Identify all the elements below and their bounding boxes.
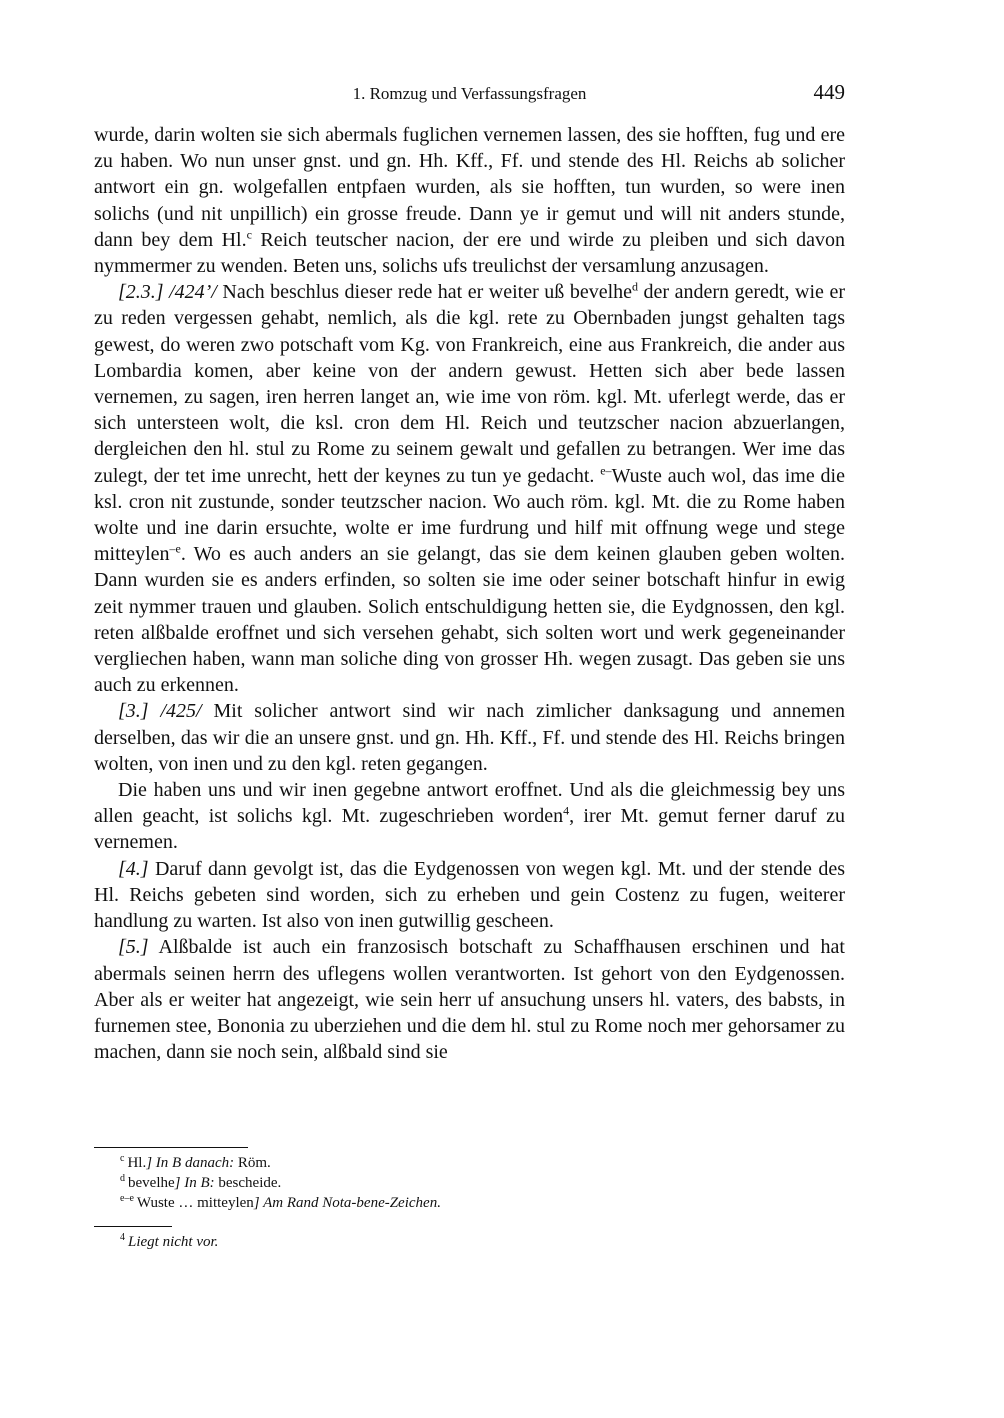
footnote-mark-e-start: e– [600,462,612,477]
footnote-rule [94,1226,172,1227]
textual-note: $^d$ bevelhe] In B: bescheide. [120,1173,282,1191]
paragraph-1: wurde, darin wolten sie sich abermals fuglichen vernemen lassen, des sie hofften, fug und ere zu haben. Wo nun unser gnst. und gn. Hh. Kff., Ff. und stende des Hl. Reichs ab solicher antwort ein gn. wolgefallen entpfaen wurden, als sie hofften, tun wurden, so were inen solichs (und nit unpillich) ein grosse freude. Dann ye ir gemut und will nit anders stunde, dann bey dem Hl.$^c$ Reich teutscher nacion, der ere und wirde zu pleiben und sich davon nymmermer zu wenden. Beten uns, solichs ufs treulichst der versamlung anzusagen. [94,124,845,278]
textual-note: $^{e-e}$ Wuste … mitteylen] Am Rand Nota-bene-Zeichen. [120,1193,441,1211]
paragraph-4: [4.] Daruf dann gevolgt ist, das die Eydgenossen von wegen kgl. Mt. und der stende des Hl. Reichs gebeten sind worden, sich zu erheben und gein Costenz zu fugen, weiterer handlung zu warten. Ist also von inen gutwillig gescheen. [94,857,845,933]
textual-note: $^c$ Hl.] In B danach: Röm. [120,1153,271,1171]
footnote-mark-d: d [632,279,639,294]
footnote-mark-4: 4 [563,803,570,818]
footnote-mark-e-end: –e [169,541,181,556]
paragraph-5: [5.] Alßbalde ist auch ein franzosisch botschaft zu Schaffhausen erschinen und hat abermals seinen herrn des uflegens wollen verantworten. Ist gehort von den Eydgenossen. Aber als er weiter hat angezeigt, wie sein herr uf ansuchung unsers hl. vaters, des babsts, in furnemen stee, Bononia zu uberziehen und die dem hl. stul zu Rome noch mer gehorsamer zu machen, dann sie noch sein, alßbald sind sie [94,936,845,1064]
section-mark: [2.3.] /424’/ [118,281,217,304]
footnote-mark-c: c [246,227,252,242]
running-title: 1. Romzug und Verfassungsfragen [352,84,587,103]
textual-notes [94,1147,845,1213]
factual-notes [94,1226,845,1252]
section-mark: [4.] [118,857,149,880]
section-mark: [3.] /425/ [118,700,202,723]
footnote-rule [94,1147,248,1148]
factual-note: $^4$ Liegt nicht vor. [120,1232,219,1250]
page-number: 449 [813,80,845,104]
paragraph-3: [3.] /425/ Mit solicher antwort sind wir nach zimlicher danksagung und annemen derselben, das wir die an unsere gnst. und gn. Hh. Kff., Ff. und stende des Hl. Reichs bringen wolten, von inen und zu den kgl. reten gegangen. [94,700,845,775]
running-head [94,80,845,110]
paragraph-3b: Die haben uns und wir inen gegebne antwort eroffnet. Und als die gleichmessig bey uns allen geacht, ist solichs kgl. Mt. zugeschrieben worden$^4$, irer Mt. gemut ferner daruf zu vernemen. [94,779,845,854]
section-mark: [5.] [118,936,149,959]
main-text [94,122,845,1065]
paragraph-2-3: [2.3.] /424’/ Nach beschlus dieser rede hat er weiter uß bevelhe$^d$ der andern geredt, wie er zu reden vergessen gehabt, nemlich, als die kgl. rete zu Obernbaden jungst gehalten tags gewest, do weren zwo potschaft vom Kg. von Frankreich, eine aus Frankreich, die ander aus Lombardia komen, aber keine von der andern gewust. Hetten sich aber bede lassen vernemen, zu sagen, iren herren langet an, wie ime von röm. kgl. Mt. uferlegt werde, das er sich untersteen wolt, die ksl. cron dem Hl. Reich und teutzscher nacion abzuerlangen, dergleichen den hl. stul zu Rome zu seinem gewalt und gefallen zu betrangen. Wer ime das zulegt, der tet ime unrecht, hett der keynes zu tun ye gedacht. $^{e-}$Wuste auch wol, das ime die ksl. cron nit zustunde, sonder teutzscher nacion. Wo auch röm. kgl. Mt. die zu Rome haben wolte und ine darin ersuchte, wolte er ime furdrung und hilf mit offnung wege und stege mitteylen$^{-e}$. Wo es auch anders an sie gelangt, das sie dem keinen glauben geben wolten. Dann wurden sie es anders erfinden, so solten sie ime oder seiner botschaft hinfur in ewig zeit nymmer trauen und glauben. Solich entschuldigung hetten sie, die Eydgnossen, den kgl. reten alßbalde eroffnet und sich versehen gehabt, sich solten wort und werk gegeneinander vergliechen haben, wann man soliche ding von grosser Hh. wegen zusagt. Das geben sie uns auch zu erkennen. [94,279,845,697]
